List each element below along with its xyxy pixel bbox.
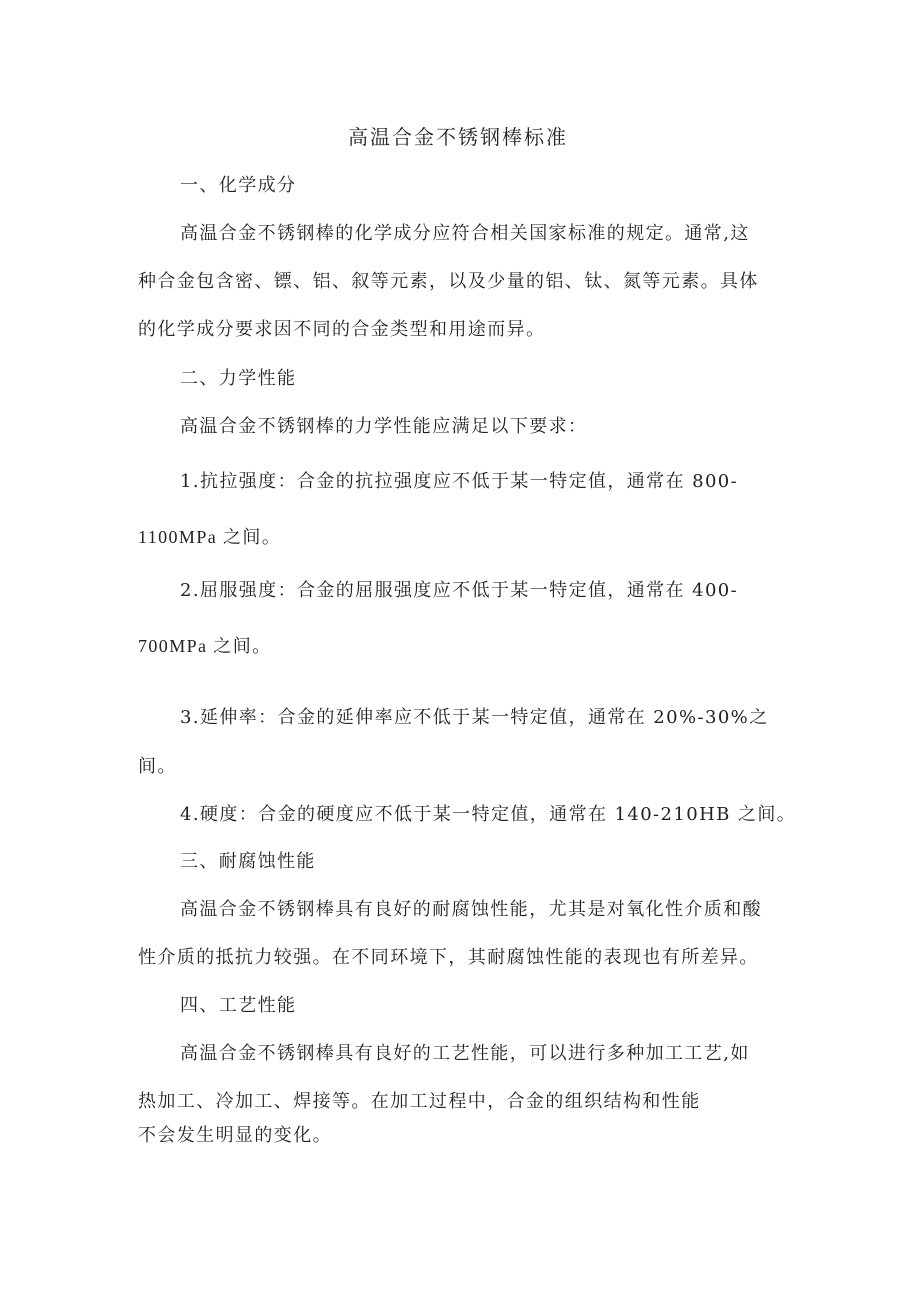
paragraph-line: 高温合金不锈钢棒的化学成分应符合相关国家标准的规定。通常,这 <box>180 223 750 244</box>
list-item-continuation: 1100MPa 之间。 <box>138 527 282 547</box>
list-item-tensile-strength: 1.抗拉强度：合金的抗拉强度应不低于某一特定值，通常在 800- <box>180 471 739 492</box>
paragraph-line: 热加工、冷加工、焊接等。在加工过程中，合金的组织结构和性能 <box>138 1091 701 1112</box>
paragraph-line: 种合金包含密、镖、铝、叙等元素，以及少量的铝、钛、氮等元素。具体 <box>138 271 759 292</box>
paragraph-line: 高温合金不锈钢棒的力学性能应满足以下要求： <box>180 416 588 437</box>
document-title: 高温合金不锈钢棒标准 <box>348 125 568 149</box>
paragraph-line: 不会发生明显的变化。 <box>138 1125 332 1146</box>
paragraph-line: 高温合金不锈钢棒具有良好的工艺性能，可以进行多种加工工艺,如 <box>180 1043 750 1064</box>
section-heading-mechanical-properties: 二、力学性能 <box>180 368 297 389</box>
paragraph-line: 高温合金不锈钢棒具有良好的耐腐蚀性能，尤其是对氧化性介质和酸 <box>180 899 762 920</box>
list-item-continuation: 间。 <box>138 756 177 777</box>
paragraph-line: 性介质的抵抗力较强。在不同环境下，其耐腐蚀性能的表现也有所差异。 <box>138 947 759 968</box>
list-item-elongation: 3.延伸率：合金的延伸率应不低于某一特定值，通常在 20%-30%之 <box>180 707 769 728</box>
list-item-hardness: 4.硬度：合金的硬度应不低于某一特定值，通常在 140-210HB 之间。 <box>180 804 797 825</box>
section-heading-process-performance: 四、工艺性能 <box>180 995 297 1016</box>
paragraph-line: 的化学成分要求因不同的合金类型和用途而异。 <box>138 319 546 340</box>
list-item-yield-strength: 2.屈服强度：合金的屈服强度应不低于某一特定值，通常在 400- <box>180 580 739 601</box>
section-heading-corrosion-resistance: 三、耐腐蚀性能 <box>180 851 316 872</box>
section-heading-chemical-composition: 一、化学成分 <box>180 175 297 196</box>
list-item-continuation: 700MPa 之间。 <box>138 636 272 656</box>
